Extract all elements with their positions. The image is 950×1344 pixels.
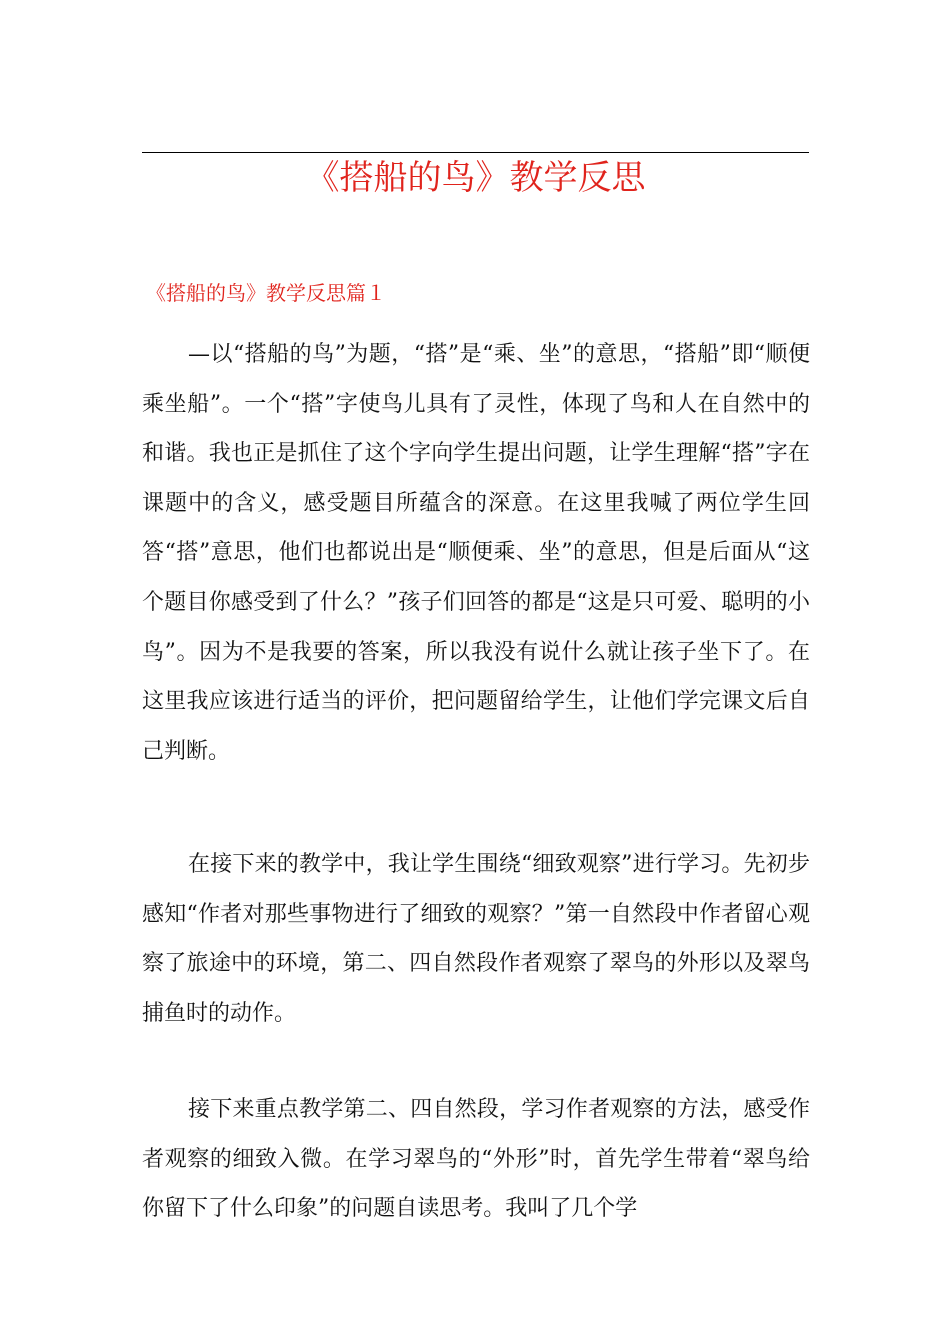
section-heading: 《搭船的鸟》教学反思篇１ [146, 281, 386, 305]
body-paragraph-3: 接下来重点教学第二、四自然段，学习作者观察的方法，感受作者观察的细致入微。在学习翠鸟的“外形”时，首先学生带着“翠鸟给你留下了什么印象”的问题自读思考。我叫了几个学 [142, 1097, 810, 1222]
body-paragraph-1: —以“搭船的鸟”为题，“搭”是“乘、坐”的意思，“搭船”即“顺便乘坐船”。一个“搭”字使鸟儿具有了灵性，体现了鸟和人在自然中的和谐。我也正是抓住了这个字向学生提出问题，让学生理解“搭”字在课题中的含义，感受题目所蕴含的深意。在这里我喊了两位学生回答“搭”意思，他们也都说出是“顺便乘、坐”的意思，但是后面从“这个题目你感受到了什么？”孩子们回答的都是“这是只可爱、聪明的小鸟”。因为不是我要的答案，所以我没有说什么就让孩子坐下了。在这里我应该进行适当的评价，把问题留给学生，让他们学完课文后自己判断。 [142, 342, 810, 764]
document-title: 《搭船的鸟》教学反思 [305, 158, 646, 198]
body-paragraph-2: 在接下来的教学中，我让学生围绕“细致观察”进行学习。先初步感知“作者对那些事物进行了细致的观察？”第一自然段中作者留心观察了旅途中的环境，第二、四自然段作者观察了翠鸟的外形以及翠鸟捕鱼时的动作。 [142, 852, 810, 1026]
